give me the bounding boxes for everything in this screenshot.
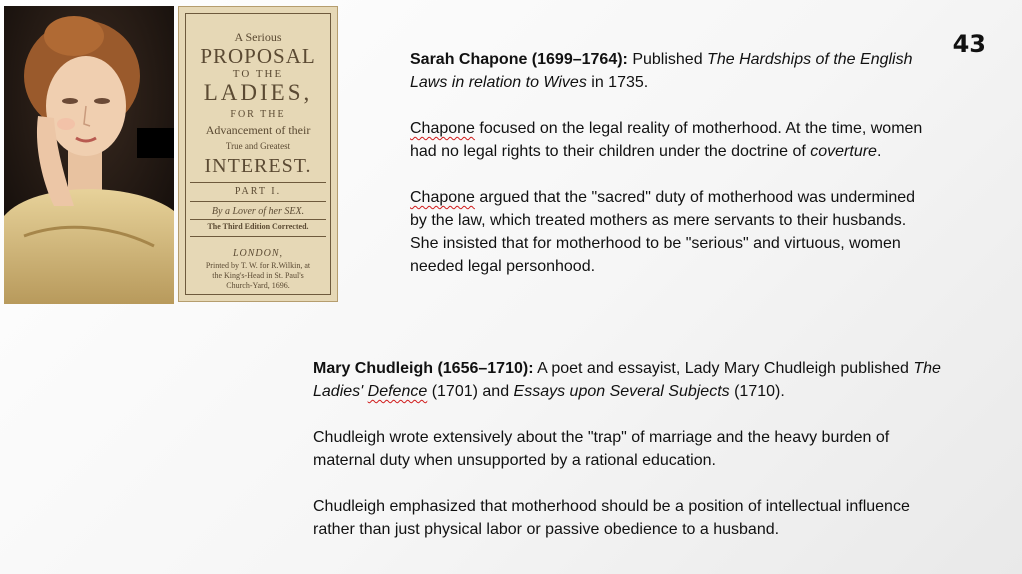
title-line: the King's-Head in St. Paul's [212, 271, 304, 280]
chudleigh-work1-title-end: Defence [367, 383, 428, 400]
title-rule [190, 182, 326, 183]
title-line: INTEREST. [204, 155, 312, 177]
title-line: LADIES, [203, 80, 313, 105]
title-line: PART I. [234, 186, 282, 197]
chapone-name: Sarah Chapone (1699–1764): [410, 51, 628, 68]
title-line: True and Greatest [225, 141, 291, 151]
chapone-paragraph-2 [410, 117, 930, 163]
chapone-paragraph-3 [410, 186, 930, 278]
title-line: Printed by T. W. for R.Wilkin, at [205, 261, 311, 270]
chapone-intro-end: in 1735. [586, 74, 649, 91]
title-line: PROPOSAL [200, 44, 316, 68]
chudleigh-section [313, 357, 953, 541]
chapone-section [410, 48, 930, 278]
title-rule [190, 236, 326, 237]
chudleigh-work2-title: Essays upon Several Subjects [513, 383, 730, 400]
chudleigh-intro-paragraph [313, 357, 953, 403]
title-line: FOR THE [230, 109, 286, 120]
title-line: LONDON, [232, 248, 284, 259]
portrait-image [4, 6, 174, 304]
redaction-box [137, 128, 174, 158]
chapone-p2-end: . [876, 143, 882, 160]
chapone-p2-text: focused on the legal reality of motherhood. At the time, women had no legal rights to their children under the doctrine of [410, 120, 923, 160]
title-page-frame [185, 13, 331, 295]
chudleigh-paragraph-2: Chudleigh wrote extensively about the "trap" of marriage and the heavy burden of maternal duty when unsupported by a rational education. [313, 429, 890, 469]
chudleigh-name: Mary Chudleigh (1656–1710): [313, 360, 534, 377]
title-line: The Third Edition Corrected. [207, 222, 309, 231]
book-title-page-image [178, 6, 338, 302]
title-line: TO THE [232, 68, 284, 80]
chudleigh-work1-title: The Ladies' [313, 360, 941, 400]
chapone-name-ref: Chapone [410, 189, 475, 206]
slide-number: 43 [952, 30, 986, 58]
chudleigh-paragraph-3: Chudleigh emphasized that motherhood should be a position of intellectual influence rather than just physical labor or passive obedience to a husband. [313, 498, 910, 538]
chapone-intro-paragraph [410, 48, 930, 94]
title-rule [190, 219, 326, 220]
title-line: Advancement of their [205, 123, 311, 137]
chapone-intro-text: Published [627, 51, 708, 68]
chudleigh-intro-text: A poet and essayist, Lady Mary Chudleigh published [533, 360, 914, 377]
title-line: A Serious [234, 30, 282, 44]
coverture-term: coverture [810, 143, 877, 160]
chudleigh-intro-mid: (1701) and [427, 383, 514, 400]
title-line: Church-Yard, 1696. [226, 281, 290, 290]
title-line: By a Lover of her SEX. [211, 206, 305, 217]
chapone-p3-text: argued that the "sacred" duty of motherhood was undermined by the law, which treated mothers as mere servants to their husbands. She insisted that for motherhood to be "serious" and virtuous, women needed legal personhood. [410, 189, 916, 275]
chapone-work-title: The Hardships of the English Laws in relation to Wives [410, 51, 913, 91]
title-rule [190, 201, 326, 202]
chudleigh-intro-end: (1710). [729, 383, 785, 400]
chapone-name-ref: Chapone [410, 120, 475, 137]
